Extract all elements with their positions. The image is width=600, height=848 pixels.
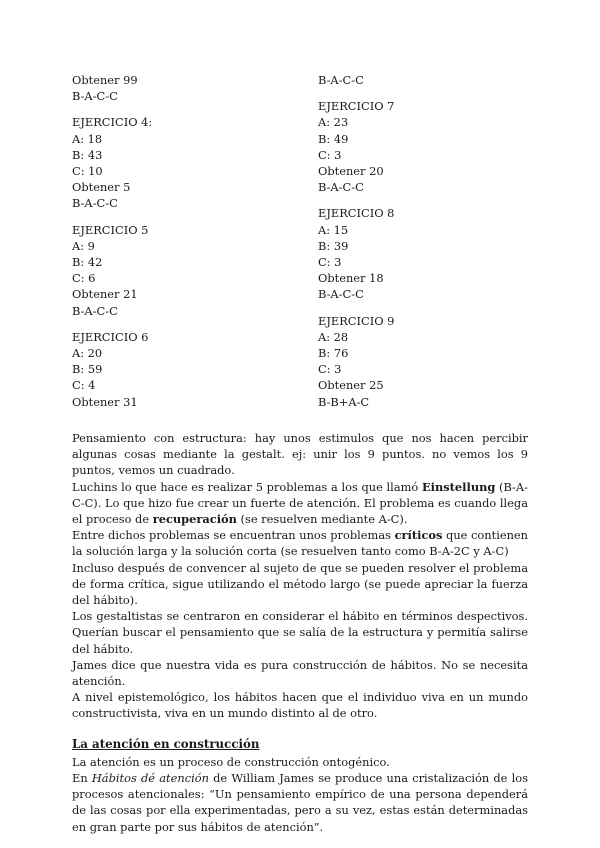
exercise-line: Obtener 31 — [72, 394, 138, 409]
exercise-line: B-A-C-C — [72, 196, 118, 211]
bold-term: Einstellung — [421, 479, 496, 494]
exercise-line: B: 59 — [72, 362, 103, 377]
paragraph-text: que contienen la solución larga y la solución corta (se resuelven tanto como B-A-2C y A-C) — [72, 528, 528, 559]
italic-title: Hábitos dé atención — [91, 771, 209, 786]
paragraph-text: Luchins lo que hace es realizar 5 problemas a los que llamó — [72, 479, 422, 494]
paragraph: La atención es un proceso de construcción ontogénico. — [72, 754, 390, 769]
exercise-line: Obtener 25 — [318, 378, 384, 393]
paragraph — [72, 770, 528, 835]
exercise-block — [318, 72, 538, 88]
exercise-title: EJERCICIO 7 — [318, 99, 395, 114]
paragraph-text: de William James se produce una cristalización de los procesos atencionales: “Un pensamiento empírico de una persona dependerá de las cosas por ella experimentadas, pero a su vez, estas están determinadas en gran parte por sus hábitos de atención”. — [72, 771, 528, 834]
paragraph: Los gestaltistas se centraron en considerar el hábito en términos despectivos. Querían buscar el pensamiento que se salía de la estructura y permitía salirse del hábito. — [72, 609, 528, 656]
exercise-line: A: 18 — [72, 131, 103, 146]
exercise-line: B-A-C-C — [72, 303, 118, 318]
exercise-title: EJERCICIO 5 — [72, 222, 149, 237]
left-exercise-column — [72, 72, 302, 410]
exercise-line: Obtener 5 — [72, 180, 131, 195]
exercise-line: A: 15 — [318, 222, 349, 237]
exercise-block — [318, 313, 538, 410]
exercise-title: EJERCICIO 6 — [72, 329, 149, 344]
exercise-line: B-B+A-C — [318, 394, 370, 409]
exercise-line: C: 3 — [318, 362, 342, 377]
exercise-line: B: 42 — [72, 255, 103, 270]
exercise-line: B: 49 — [318, 131, 349, 146]
exercise-title: EJERCICIO 8 — [318, 206, 395, 221]
exercise-line: B: 39 — [318, 238, 349, 253]
body-text — [72, 430, 528, 835]
bold-term: críticos — [394, 528, 443, 543]
exercise-line: A: 23 — [318, 115, 349, 130]
exercise-line: C: 10 — [72, 164, 103, 179]
exercise-block — [72, 114, 302, 211]
exercise-line: C: 3 — [318, 255, 342, 270]
exercise-line: B-A-C-C — [318, 287, 364, 302]
section-heading: La atención en construcción — [72, 736, 260, 751]
paragraph: James dice que nuestra vida es pura construcción de hábitos. No se necesita atención. — [72, 657, 528, 689]
paragraph: Incluso después de convencer al sujeto de que se pueden resolver el problema de forma crítica, sigue utilizando el método largo (se puede apreciar la fuerza del hábito). — [72, 560, 528, 608]
exercise-line: Obtener 18 — [318, 271, 384, 286]
paragraph — [72, 479, 528, 528]
exercise-block — [72, 72, 302, 104]
exercise-line: Obtener 21 — [72, 287, 138, 302]
paragraph: A nivel epistemológico, los hábitos hacen que el individuo viva en un mundo constructivista, viva en un mundo distinto al de otro. — [72, 690, 528, 721]
exercise-line: Obtener 99 — [72, 73, 138, 87]
exercise-line: C: 3 — [318, 147, 342, 162]
paragraph-text: (B-A-C-C). Lo que hizo fue crear un fuerte de atención. El problema es cuando llega el proceso de — [72, 479, 528, 527]
paragraph-text: En — [72, 771, 92, 786]
paragraph — [72, 527, 528, 559]
paragraph: Pensamiento con estructura: hay unos estimulos que nos hacen percibir algunas cosas mediante la gestalt. ej: unir los 9 puntos. no vemos los 9 puntos, vemos un cuadrado. — [72, 431, 528, 478]
exercise-line: C: 4 — [72, 378, 96, 393]
exercise-block — [318, 98, 538, 195]
exercise-line: B-A-C-C — [72, 89, 118, 104]
exercise-title: EJERCICIO 9 — [318, 313, 395, 328]
exercise-line: A: 28 — [318, 329, 349, 344]
exercise-line: A: 9 — [72, 238, 95, 253]
exercise-block — [72, 222, 302, 319]
exercise-line: B: 43 — [72, 147, 103, 162]
exercise-line: B-A-C-C — [318, 73, 364, 87]
bold-term: recuperación — [152, 512, 237, 527]
exercise-line: B: 76 — [318, 346, 349, 361]
exercise-title: EJERCICIO 4: — [72, 115, 153, 130]
exercise-line: Obtener 20 — [318, 164, 384, 179]
paragraph-text: (se resuelven mediante A-C). — [236, 512, 408, 527]
right-exercise-column — [318, 72, 538, 410]
exercise-block — [318, 205, 538, 302]
exercise-line: B-A-C-C — [318, 180, 364, 195]
exercise-line: C: 6 — [72, 271, 96, 286]
paragraph-text: Entre dichos problemas se encuentran unos problemas — [72, 528, 395, 543]
exercise-line: A: 20 — [72, 346, 103, 361]
exercise-block — [72, 329, 302, 410]
